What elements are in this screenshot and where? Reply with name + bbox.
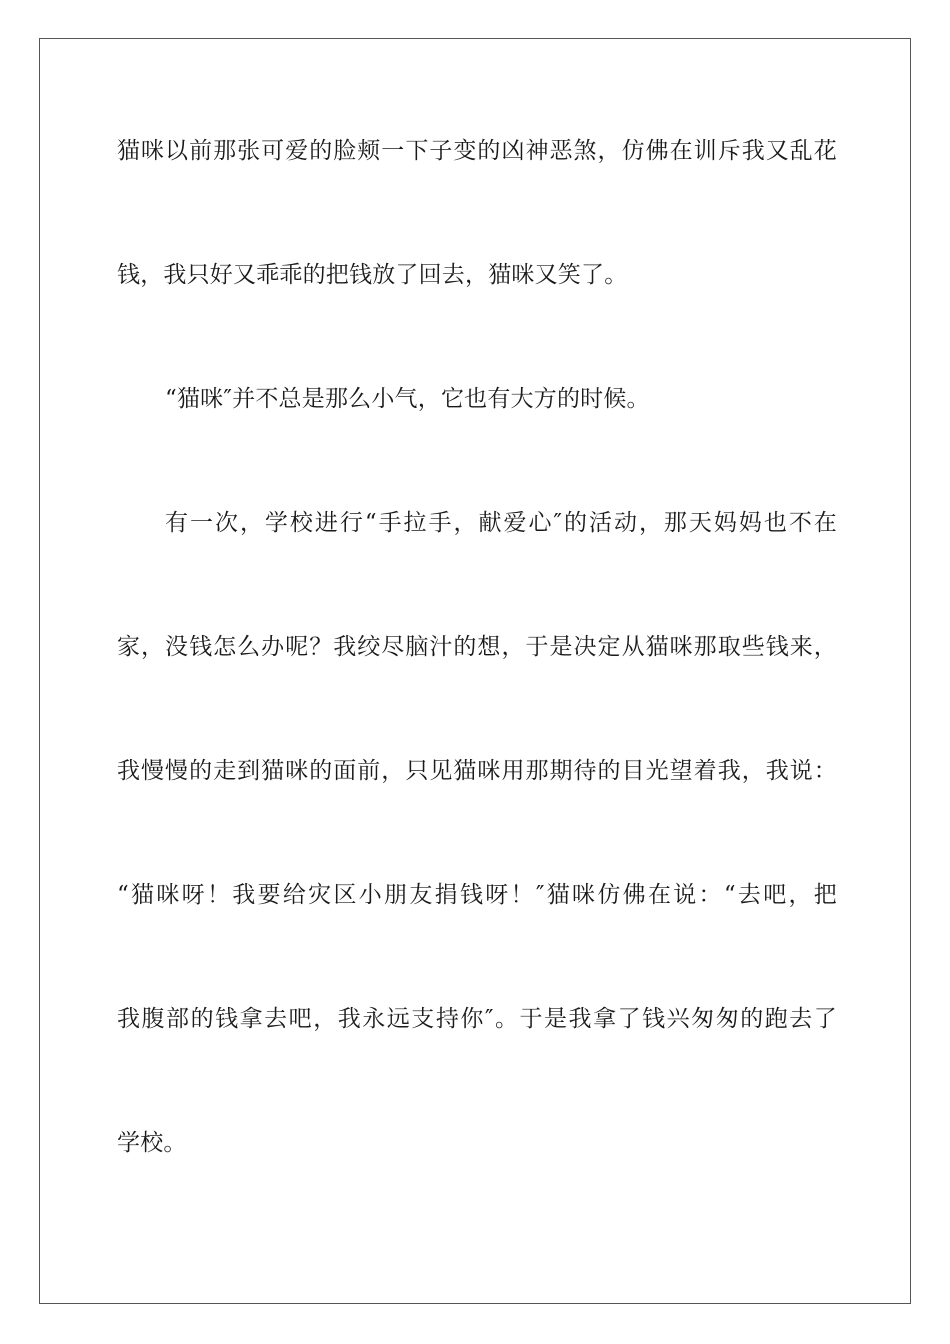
- page-border: [39, 38, 911, 1304]
- paragraph-line-3: “猫咪″并不总是那么小气，它也有大方的时候。: [165, 386, 650, 412]
- paragraph-line-4: 有一次，学校进行“手拉手，献爱心″的活动，那天妈妈也不在: [165, 510, 837, 536]
- paragraph-line-7: “猫咪呀！我要给灾区小朋友捐钱呀！″猫咪仿佛在说：“去吧，把: [117, 882, 837, 908]
- paragraph-line-8: 我腹部的钱拿去吧，我永远支持你″。于是我拿了钱兴匆匆的跑去了: [117, 1006, 837, 1032]
- paragraph-line-6: 我慢慢的走到猫咪的面前，只见猫咪用那期待的目光望着我，我说：: [117, 758, 837, 784]
- paragraph-line-2: 钱，我只好又乖乖的把钱放了回去，猫咪又笑了。: [117, 262, 628, 288]
- paragraph-line-9: 学校。: [117, 1130, 187, 1156]
- paragraph-line-5: 家，没钱怎么办呢？我绞尽脑汁的想，于是决定从猫咪那取些钱来，: [117, 634, 837, 660]
- paragraph-line-1: 猫咪以前那张可爱的脸颊一下子变的凶神恶煞，仿佛在训斥我又乱花: [117, 138, 837, 164]
